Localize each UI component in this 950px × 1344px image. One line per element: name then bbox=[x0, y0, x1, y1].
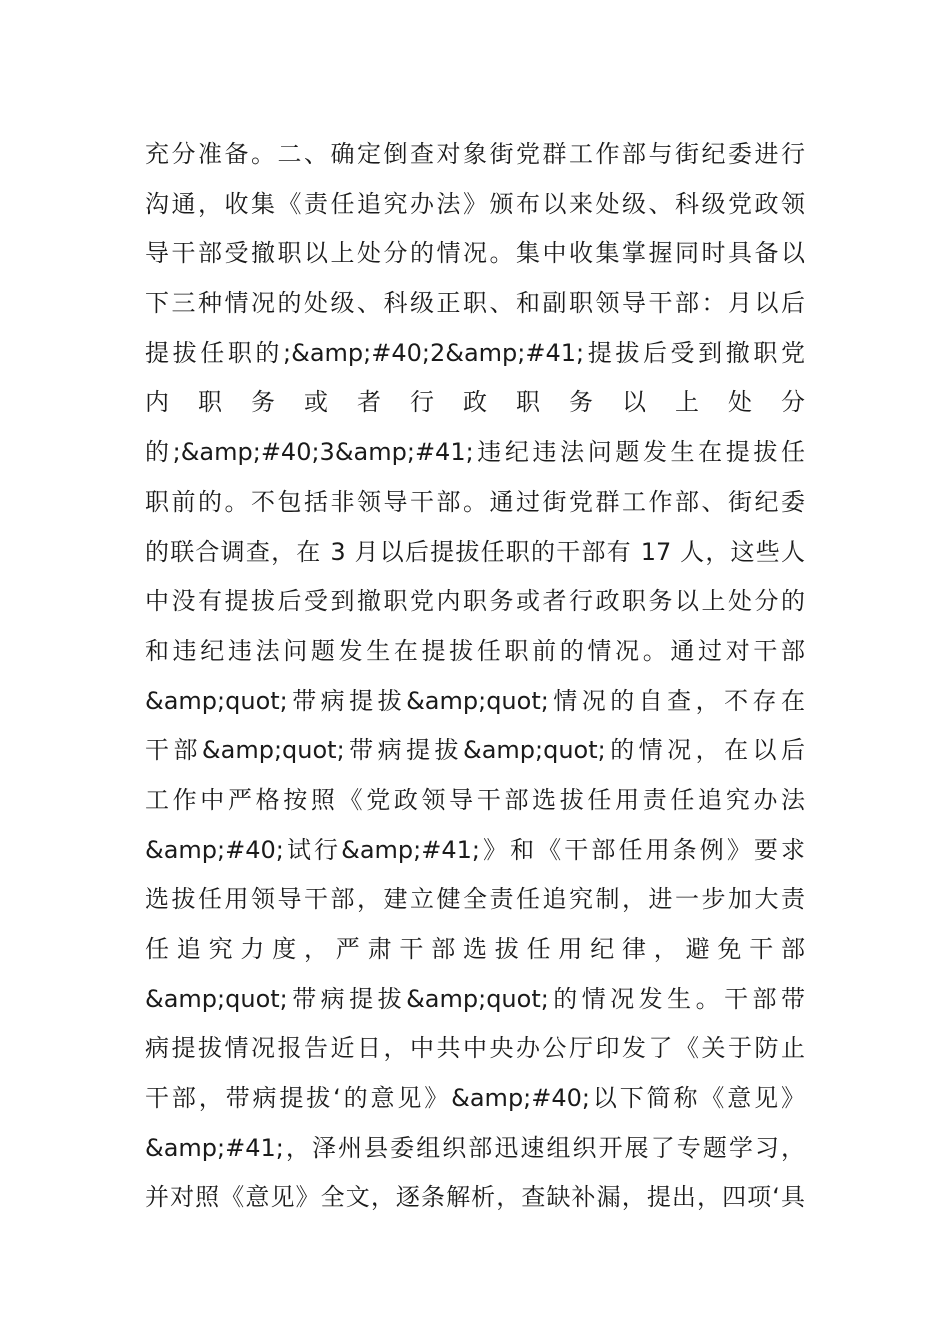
text-line-11: 和违纪违法问题发生在提拔任职前的情况。通过对干部 bbox=[145, 636, 805, 665]
text-line-15: &amp;#40;试行&amp;#41;》和《干部任用条例》要求 bbox=[145, 835, 805, 864]
text-line-16: 选拔任用领导干部，建立健全责任追究制，进一步加大责 bbox=[145, 885, 805, 914]
text-line-2: 沟通，收集《责任追究办法》颁布以来处级、科级党政领 bbox=[145, 189, 805, 218]
text-line-14: 工作中严格按照《党政领导干部选拔任用责任追究办法 bbox=[145, 785, 805, 814]
text-line-17: 任 追 究 力 度 ， 严 肃 干 部 选 拔 任 用 纪 律 ， 避 免 干 部 bbox=[145, 935, 805, 963]
text-line-18: &amp;quot;带病提拔&amp;quot;的情况发生。干部带 bbox=[145, 984, 805, 1013]
text-line-4: 下三种情况的处级、科级正职、和副职领导干部：月以后 bbox=[145, 289, 805, 318]
text-line-12: &amp;quot;带病提拔&amp;quot;情况的自查，不存在 bbox=[145, 686, 805, 715]
text-line-21: &amp;#41;，泽州县委组织部迅速组织开展了专题学习， bbox=[145, 1133, 805, 1162]
text-line-22: 并对照《意见》全文，逐条解析，查缺补漏，提出，四项‘具 bbox=[145, 1183, 805, 1212]
text-line-8: 职前的。不包括非领导干部。通过街党群工作部、街纪委 bbox=[145, 487, 805, 516]
text-line-3: 导干部受撤职以上处分的情况。集中收集掌握同时具备以 bbox=[145, 239, 805, 268]
text-line-19: 病提拔情况报告近日，中共中央办公厅印发了《关于防止 bbox=[145, 1034, 805, 1063]
text-line-20: 干部，带病提拔‘的意见》&amp;#40;以下简称《意见》 bbox=[145, 1084, 805, 1113]
text-line-6: 内 职 务 或 者 行 政 职 务 以 上 处 分 bbox=[145, 388, 805, 417]
text-line-7: 的;&amp;#40;3&amp;#41;违纪违法问题发生在提拔任 bbox=[145, 438, 805, 467]
text-line-10: 中没有提拔后受到撤职党内职务或者行政职务以上处分的 bbox=[145, 587, 805, 616]
text-line-5: 提拔任职的;&amp;#40;2&amp;#41;提拔后受到撤职党 bbox=[145, 338, 805, 367]
text-line-1: 充分准备。二、确定倒查对象街党群工作部与街纪委进行 bbox=[145, 140, 805, 168]
body-text bbox=[145, 130, 805, 1223]
text-line-9: 的联合调查，在 3 月以后提拔任职的干部有 17 人，这些人 bbox=[145, 537, 805, 566]
text-line-13: 干部&amp;quot;带病提拔&amp;quot;的情况，在以后 bbox=[145, 736, 805, 765]
